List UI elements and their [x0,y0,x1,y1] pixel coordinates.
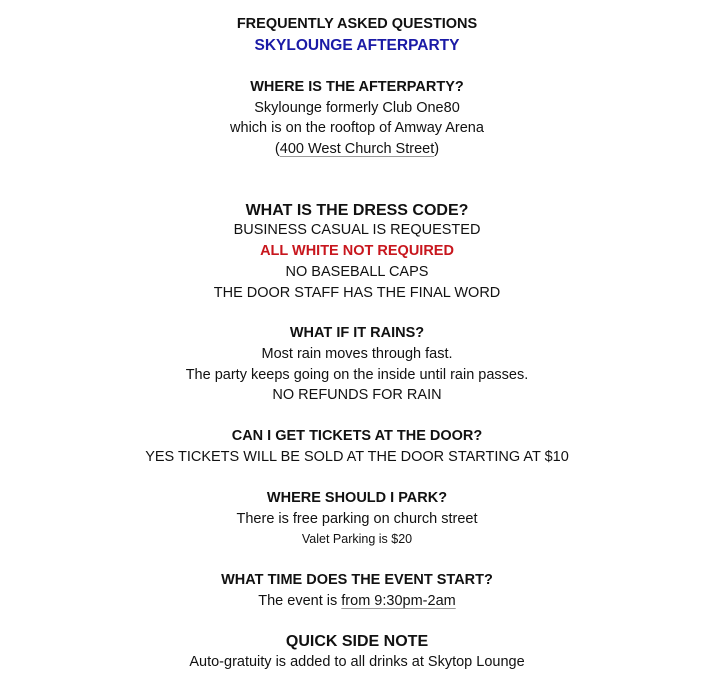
faq-answer-side-note-1: Auto-gratuity is added to all drinks at Skytop Lounge [189,654,525,670]
faq-answer-dress-3: NO BASEBALL CAPS [285,264,429,280]
faq-answer-parking-1: There is free parking on church street [236,511,478,527]
address-paren-close: ) [434,141,440,157]
faq-answer-rain-1: Most rain moves through fast. [261,346,453,362]
faq-question-location: WHERE IS THE AFTERPARTY? [250,79,464,95]
faq-answer-rain-3: NO REFUNDS FOR RAIN [272,387,442,403]
faq-question-dress-code: WHAT IS THE DRESS CODE? [245,202,469,219]
faq-answer-parking-2: Valet Parking is $20 [301,532,413,546]
faq-answer-dress-4: THE DOOR STAFF HAS THE FINAL WORD [213,285,501,301]
faq-answer-rain-2: The party keeps going on the inside until rain passes. [185,367,529,383]
faq-question-time: WHAT TIME DOES THE EVENT START? [221,572,493,588]
faq-answer-dress-1: BUSINESS CASUAL IS REQUESTED [233,222,481,238]
faq-answer-dress-highlight: ALL WHITE NOT REQUIRED [260,243,454,259]
page-title: FREQUENTLY ASKED QUESTIONS [236,16,478,32]
address-paren-open: ( [274,141,280,157]
faq-answer-location-2: which is on the rooftop of Amway Arena [230,120,484,136]
faq-question-tickets: CAN I GET TICKETS AT THE DOOR? [231,428,483,444]
faq-answer-time-1 [0,594,714,609]
event-time-link[interactable]: from 9:30pm-2am [341,593,456,609]
faq-question-rain: WHAT IF IT RAINS? [289,325,425,341]
event-subtitle: SKYLOUNGE AFTERPARTY [254,37,460,54]
faq-answer-location-1: Skylounge formerly Club One80 [254,100,460,116]
event-time-prefix: The event is [258,593,342,609]
address-link[interactable]: 400 West Church Street [279,141,435,157]
faq-answer-location-3 [0,142,714,157]
faq-question-parking: WHERE SHOULD I PARK? [266,490,448,506]
faq-question-side-note: QUICK SIDE NOTE [285,633,429,650]
faq-answer-tickets-1: YES TICKETS WILL BE SOLD AT THE DOOR STARTING AT $10 [145,449,569,465]
